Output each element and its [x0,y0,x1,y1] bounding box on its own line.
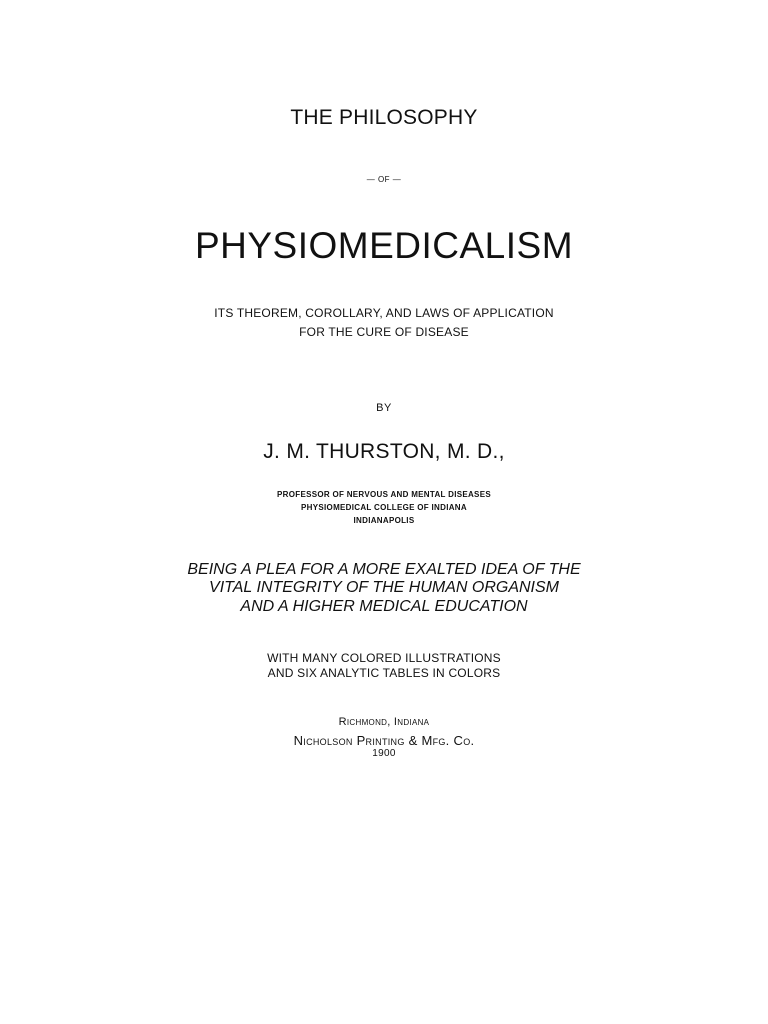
author-position-line: INDIANAPOLIS [353,516,415,525]
publication-year: 1900 [372,748,396,759]
book-title: PHYSIOMEDICALISM [194,225,574,266]
publisher-place: Richmond, Indiana [338,716,430,728]
subtitle-line: FOR THE CURE OF DISEASE [299,325,469,339]
plea-line: AND A HIGHER MEDICAL EDUCATION [240,598,528,615]
author-position-line: PROFESSOR OF NERVOUS AND MENTAL DISEASES [277,490,491,499]
publisher-name: Nicholson Printing & Mfg. Co. [293,733,475,748]
main-title: THE PHILOSOPHY [290,106,478,129]
plea-line: VITAL INTEGRITY OF THE HUMAN ORGANISM [209,579,559,596]
by-line: BY [376,402,392,414]
of-separator: — OF — [366,175,402,184]
plea-line: BEING A PLEA FOR A MORE EXALTED IDEA OF THE [187,561,581,578]
author-name: J. M. THURSTON, M. D., [263,440,505,463]
author-position-line: PHYSIOMEDICAL COLLEGE OF INDIANA [301,503,467,512]
illustration-note-line: WITH MANY COLORED ILLUSTRATIONS [267,651,501,665]
illustration-note-line: AND SIX ANALYTIC TABLES IN COLORS [267,666,501,680]
subtitle-line: ITS THEOREM, COROLLARY, AND LAWS OF APPLICATION [214,306,554,320]
